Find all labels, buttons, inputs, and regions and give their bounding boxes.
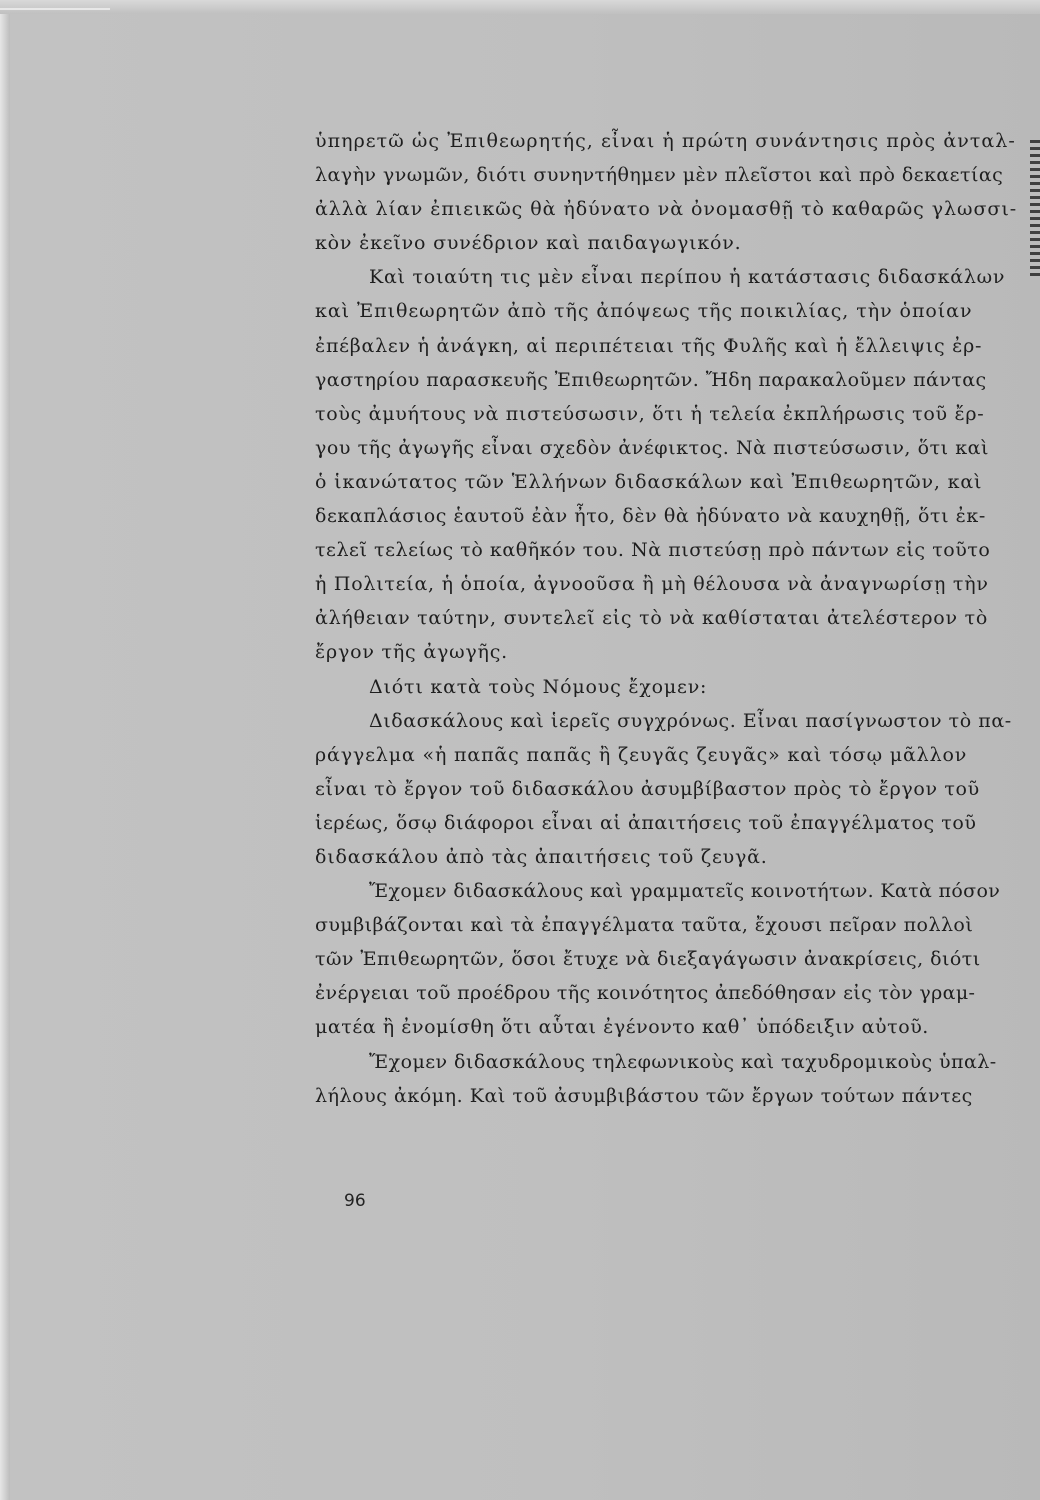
text-line: ἐπέβαλεν ἡ ἀνάγκη, αἱ περιπέτειαι τῆς Φυλῆς καὶ ἡ ἔλλειψις ἐρ- bbox=[315, 334, 983, 357]
text-line: ἱερέως, ὅσῳ διάφοροι εἶναι αἱ ἀπαιτήσεις τοῦ ἐπαγγέλματος τοῦ bbox=[315, 811, 977, 834]
text-line: τοὺς ἀμυήτους νὰ πιστεύσωσιν, ὅτι ἡ τελεία ἐκπλήρωσις τοῦ ἔρ- bbox=[315, 402, 985, 425]
page-text bbox=[315, 124, 1040, 1113]
text-line: δεκαπλάσιος ἑαυτοῦ ἐὰν ἦτο, δὲν θὰ ἠδύνατο νὰ καυχηθῇ, ὅτι ἐκ- bbox=[315, 505, 986, 528]
text-line: Ἔχομεν διδασκάλους καὶ γραμματεῖς κοινοτήτων. Κατὰ πόσον bbox=[369, 880, 1001, 903]
text-line: ὁ ἱκανώτατος τῶν Ἑλλήνων διδασκάλων καὶ Ἐπιθεωρητῶν, καὶ bbox=[315, 470, 983, 493]
text-line: γαστηρίου παρασκευῆς Ἐπιθεωρητῶν. Ἤδη παρακαλοῦμεν πάντας bbox=[315, 368, 987, 391]
text-line: τελεῖ τελείως τὸ καθῆκόν του. Νὰ πιστεύσῃ πρὸ πάντων εἰς τοῦτο bbox=[315, 539, 991, 562]
text-line: ἀλλὰ λίαν ἐπιεικῶς θὰ ἠδύνατο νὰ ὀνομασθῇ τὸ καθαρῶς γλωσσι- bbox=[315, 198, 1018, 221]
text-line: Καὶ τοιαύτη τις μὲν εἶναι περίπου ἡ κατάστασις διδασκάλων bbox=[369, 266, 1006, 289]
page-corner-line bbox=[0, 8, 110, 10]
text-line: Ἔχομεν διδασκάλους τηλεφωνικοὺς καὶ ταχυδρομικοὺς ὑπαλ- bbox=[369, 1050, 997, 1073]
page-left-edge bbox=[0, 0, 10, 1500]
text-line: κὸν ἐκεῖνο συνέδριον καὶ παιδαγωγικόν. bbox=[315, 232, 742, 255]
text-line: συμβιβάζονται καὶ τὰ ἐπαγγέλματα ταῦτα, ἔχουσι πεῖραν πολλοὶ bbox=[315, 914, 974, 937]
page-top-edge bbox=[0, 0, 1040, 14]
page-number: 96 bbox=[344, 1191, 366, 1211]
text-line: Διδασκάλους καὶ ἱερεῖς συγχρόνως. Εἶναι πασίγνωστον τὸ πα- bbox=[369, 709, 1012, 732]
text-line: Διότι κατὰ τοὺς Νόμους ἔχομεν: bbox=[369, 675, 708, 698]
text-line: ράγγελμα «ἡ παπᾶς παπᾶς ἢ ζευγᾶς ζευγᾶς» καὶ τόσῳ μᾶλλον bbox=[315, 743, 968, 766]
text-line: ἡ Πολιτεία, ἡ ὁποία, ἀγνοοῦσα ἢ μὴ θέλουσα νὰ ἀναγνωρίσῃ τὴν bbox=[315, 573, 989, 596]
text-line: τῶν Ἐπιθεωρητῶν, ὅσοι ἔτυχε νὰ διεξαγάγωσιν ἀνακρίσεις, διότι bbox=[315, 948, 981, 971]
text-line: ὑπηρετῶ ὡς Ἐπιθεωρητής, εἶναι ἡ πρώτη συνάντησις πρὸς ἀνταλ- bbox=[315, 130, 1016, 152]
text-line: καὶ Ἐπιθεωρητῶν ἀπὸ τῆς ἀπόψεως τῆς ποικιλίας, τὴν ὁποίαν bbox=[315, 300, 973, 323]
text-line: ἀλήθειαν ταύτην, συντελεῖ εἰς τὸ νὰ καθίσταται ἀτελέστερον τὸ bbox=[315, 607, 989, 630]
text-line: λήλους ἀκόμη. Καὶ τοῦ ἀσυμβιβάστου τῶν ἔργων τούτων πάντες bbox=[315, 1084, 973, 1107]
text-line: ἔργον τῆς ἀγωγῆς. bbox=[315, 641, 509, 664]
text-line: λαγὴν γνωμῶν, διότι συνηντήθημεν μὲν πλεῖστοι καὶ πρὸ δεκαετίας bbox=[315, 164, 1004, 187]
text-line: ματέα ἢ ἐνομίσθη ὅτι αὗται ἐγένοντο καθ᾽ ὑπόδειξιν αὐτοῦ. bbox=[315, 1016, 929, 1039]
text-line: γου τῆς ἀγωγῆς εἶναι σχεδὸν ἀνέφικτος. Νὰ πιστεύσωσιν, ὅτι καὶ bbox=[315, 436, 990, 459]
text-line: ἐνέργειαι τοῦ προέδρου τῆς κοινότητος ἀπεδόθησαν εἰς τὸν γραμ- bbox=[315, 982, 976, 1005]
text-line: εἶναι τὸ ἔργον τοῦ διδασκάλου ἀσυμβίβαστον πρὸς τὸ ἔργον τοῦ bbox=[315, 777, 980, 800]
text-line: διδασκάλου ἀπὸ τὰς ἀπαιτήσεις τοῦ ζευγᾶ. bbox=[315, 845, 768, 868]
